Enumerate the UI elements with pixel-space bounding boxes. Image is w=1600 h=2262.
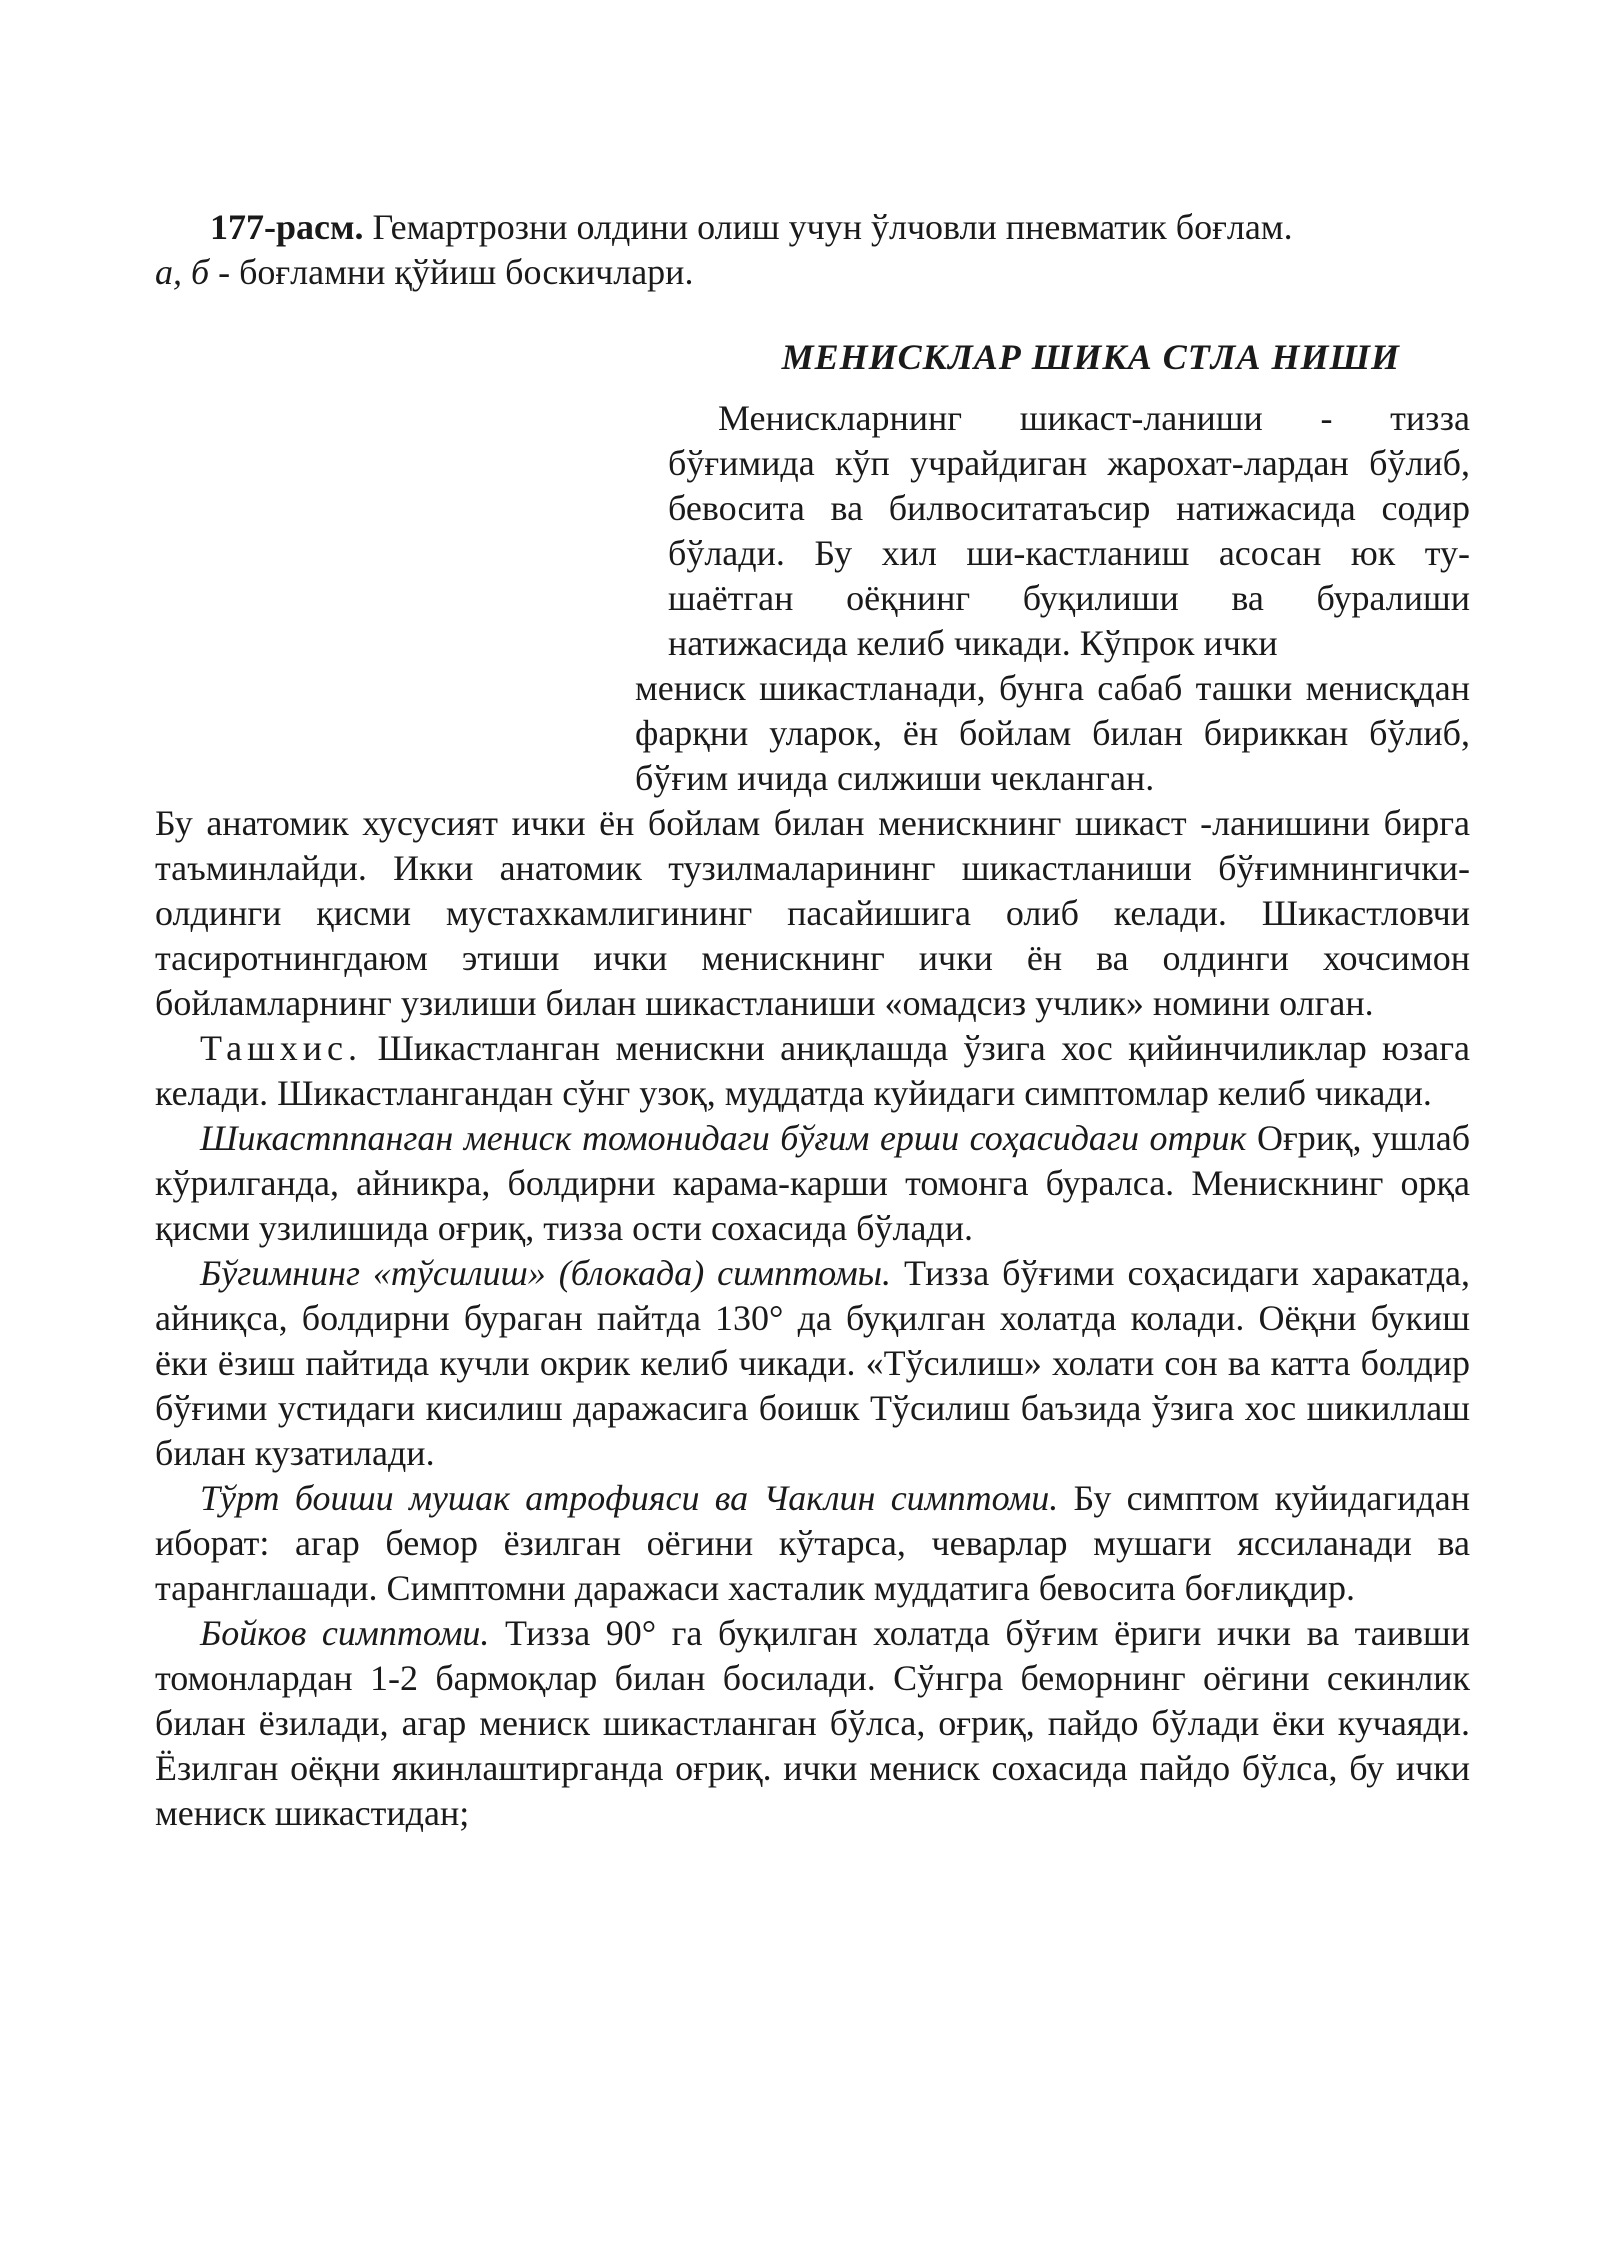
paragraph-1-wrapped-bottom: мениск шикастланади, бунга сабаб ташки менисқдан фарқни уларок, ён бойлам билан бириккан бўлиб, бўғим ичида силжиши чекланган. xyxy=(635,668,1470,798)
figure-caption xyxy=(155,205,1470,250)
pain-symptom-title: Шикастппанган мениск томонидаги бўғим ерши соҳасидаги отрик xyxy=(200,1118,1247,1158)
pain-symptom-text: Оғриқ, ушлаб кўрилганда, айникра, болдирни карама-карши томонга буралса. Менискнинг орқа қисми узилишида оғриқ, тизза ости сохасида бўлади. xyxy=(155,1118,1471,1248)
paragraph-1-text-a: Менискларнинг шикаст-ланиши - тизза бўғимида кўп учрайдиган жарохат-лардан бўлиб, бевосита ва билвоситатаъсир натижасида содир бўлади. Бу хил ши-кастланиш асосан юк ту-шаётган оёқнинг буқилиши ва буралиши натижасида келиб чикади. Кўпрок ички xyxy=(668,398,1470,663)
figure-caption-letters: а, б xyxy=(155,252,210,292)
section-heading: МЕНИСКЛАР ШИКА СТЛА НИШИ xyxy=(781,337,1400,377)
figure-caption-subtitle-text: - боғламни қўйиш боскичлари. xyxy=(209,252,694,292)
boikov-symptom-text: Тизза 90° га буқилган холатда бўғим ёриги ички ва таивши томонлардан 1-2 бармоқлар билан босилади. Сўнгра беморнинг оёгини секинлик билан ёзилади, агар мениск шикастланган бўлса, оғриқ, пайдо бўлади ёки кучаяди. Ёзилган оёқни якинлаштирганда оғриқ. ички мениск сохасида пайдо бўлса, бу ички мениск шикастидан; xyxy=(155,1613,1471,1833)
document-page xyxy=(155,205,1470,1836)
paragraph-1-full-width: Бу анатомик хусусият ички ён бойлам билан менискнинг шикаст -ланишини бирга таъминлайди. Икки анатомик тузилмаларининг шикастланиши бўғимнингички-олдинги қисми мустахкамлигининг пасайишига олиб келади. Шикастловчи тасиротнингдаюм этиши ички менискнинг ички ён ва олдинги хочсимон бойламларнинг узилиши билан шикастланиши «омадсиз учлик» номини олган. xyxy=(155,803,1470,1023)
diagnosis-text: Шикастланган менискни аниқлашда ўзига хос қийинчиликлар юзага келади. Шикастлангандан сўнг узоқ, муддатда куйидаги симптомлар келиб чикади. xyxy=(155,1028,1470,1113)
chaklin-symptom-text: Бу симптом куйидагидан иборат: агар бемор ёзилган оёгини кўтарса, чеварлар мушаги яссиланади ва таранглашади. Симптомни даражаси хасталик муддатига бевосита боғлиқдир. xyxy=(155,1478,1470,1608)
figure-caption-text: Гемартрозни олдини олиш учун ўлчовли пневматик боғлам. xyxy=(363,207,1293,247)
figure-number: 177-расм. xyxy=(210,207,364,247)
paragraph-pain-symptom xyxy=(155,1116,1470,1251)
chaklin-symptom-title: Тўрт боиши мушак атрофияси ва Чаклин симптоми. xyxy=(200,1478,1059,1518)
block-symptom-text: Тизза бўғими соҳасидаги харакатда, айниқса, болдирни бураган пайтда 130° да буқилган холатда колади. Оёқни букиш ёки ёзиш пайтида кучли окрик келиб чикади. «Тўсилиш» холати сон ва катта болдир бўғими устидаги кисилиш даражасига боишк Тўсилиш баъзида ўзига хос шикиллаш билан кузатилади. xyxy=(155,1253,1470,1473)
paragraph-chaklin-symptom xyxy=(155,1476,1470,1611)
figure-caption-subtitle xyxy=(155,250,1470,295)
paragraph-diagnosis xyxy=(155,1026,1470,1116)
paragraph-boikov-symptom xyxy=(155,1611,1470,1836)
paragraph-block-symptom xyxy=(155,1251,1470,1476)
boikov-symptom-title: Бойков симптоми. xyxy=(200,1613,490,1653)
paragraph-1-wrapped-top xyxy=(668,396,1470,666)
diagnosis-label: Ташхис. xyxy=(200,1028,363,1068)
block-symptom-title: Бўгимнинг «тўсилиш» (блокада) симптомы. xyxy=(200,1253,892,1293)
